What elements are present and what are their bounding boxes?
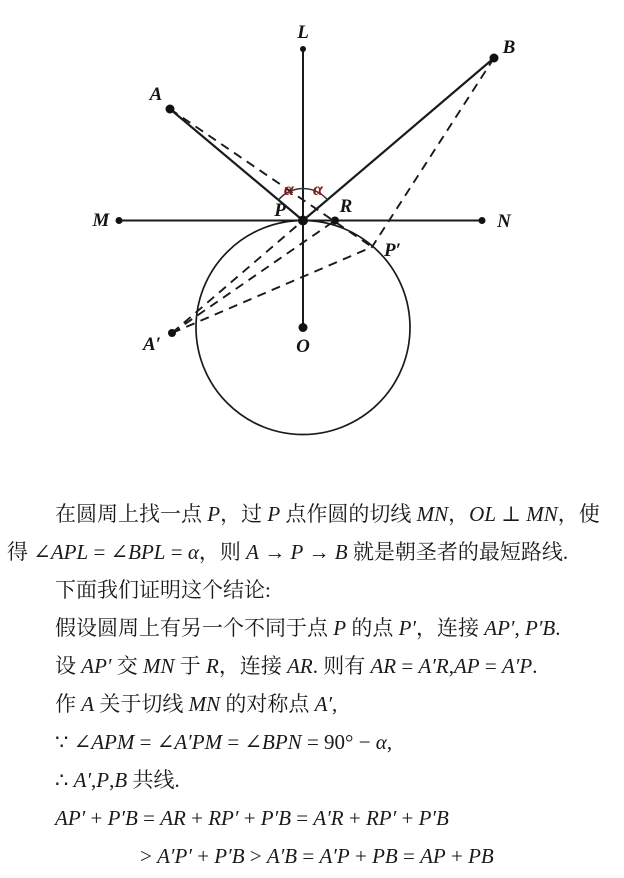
proof-line-7: ∵ ∠APM = ∠A′PM = ∠BPN = 90° − α, (55, 730, 393, 754)
label-N: N (497, 211, 511, 232)
dashed-Aprime-P (172, 221, 303, 334)
proof-line-2: 得 ∠APL = ∠BPL = α，则 A → P → B 就是朝圣者的最短路线. (7, 540, 569, 564)
proof-line-4: 假设圆周上有另一个不同于点 P 的点 P′，连接 AP′, P′B. (55, 616, 561, 640)
point-dot-B (490, 54, 499, 63)
label-M: M (92, 210, 110, 231)
proof-line-9: AP′ + P′B = AR + RP′ + P′B = A′R + RP′ + P′B (55, 806, 449, 830)
segment-PB (303, 58, 494, 221)
label-A: A (149, 84, 163, 105)
point-dot-A-prime (168, 329, 176, 337)
proof-line-6: 作 A 关于切线 MN 的对称点 A′, (55, 692, 338, 716)
dashed-A-Pprime-through-R (170, 109, 372, 247)
point-dot-R (331, 217, 339, 225)
label-alpha-left: α (284, 179, 294, 199)
label-P-prime: P′ (384, 240, 401, 261)
proof-line-10: > A′P′ + P′B > A′B = A′P + PB = AP + PB (140, 844, 494, 868)
proof-text (7, 495, 619, 875)
point-dot-L (300, 46, 306, 52)
point-dot-P (298, 216, 308, 226)
label-P: P (274, 200, 286, 221)
point-dot-A (166, 105, 175, 114)
point-dot-N (479, 217, 486, 224)
label-A-prime: A′ (142, 334, 162, 355)
point-dot-M (116, 217, 123, 224)
proof-line-1: 在圆周上找一点 P，过 P 点作圆的切线 MN，OL ⊥ MN，使 (55, 502, 600, 526)
proof-line-5: 设 AP′ 交 MN 于 R，连接 AR. 则有 AR = A′R,AP = A′P. (55, 654, 538, 678)
dashed-B-Pprime (368, 58, 494, 253)
label-L: L (297, 22, 309, 43)
label-O: O (296, 336, 310, 357)
label-alpha-right: α (313, 179, 323, 199)
label-R: R (339, 196, 353, 217)
label-B: B (502, 37, 516, 58)
point-dot-O (299, 323, 308, 332)
proof-line-8: ∴ A′,P,B 共线. (55, 768, 180, 792)
proof-line-3: 下面我们证明这个结论: (55, 578, 271, 602)
